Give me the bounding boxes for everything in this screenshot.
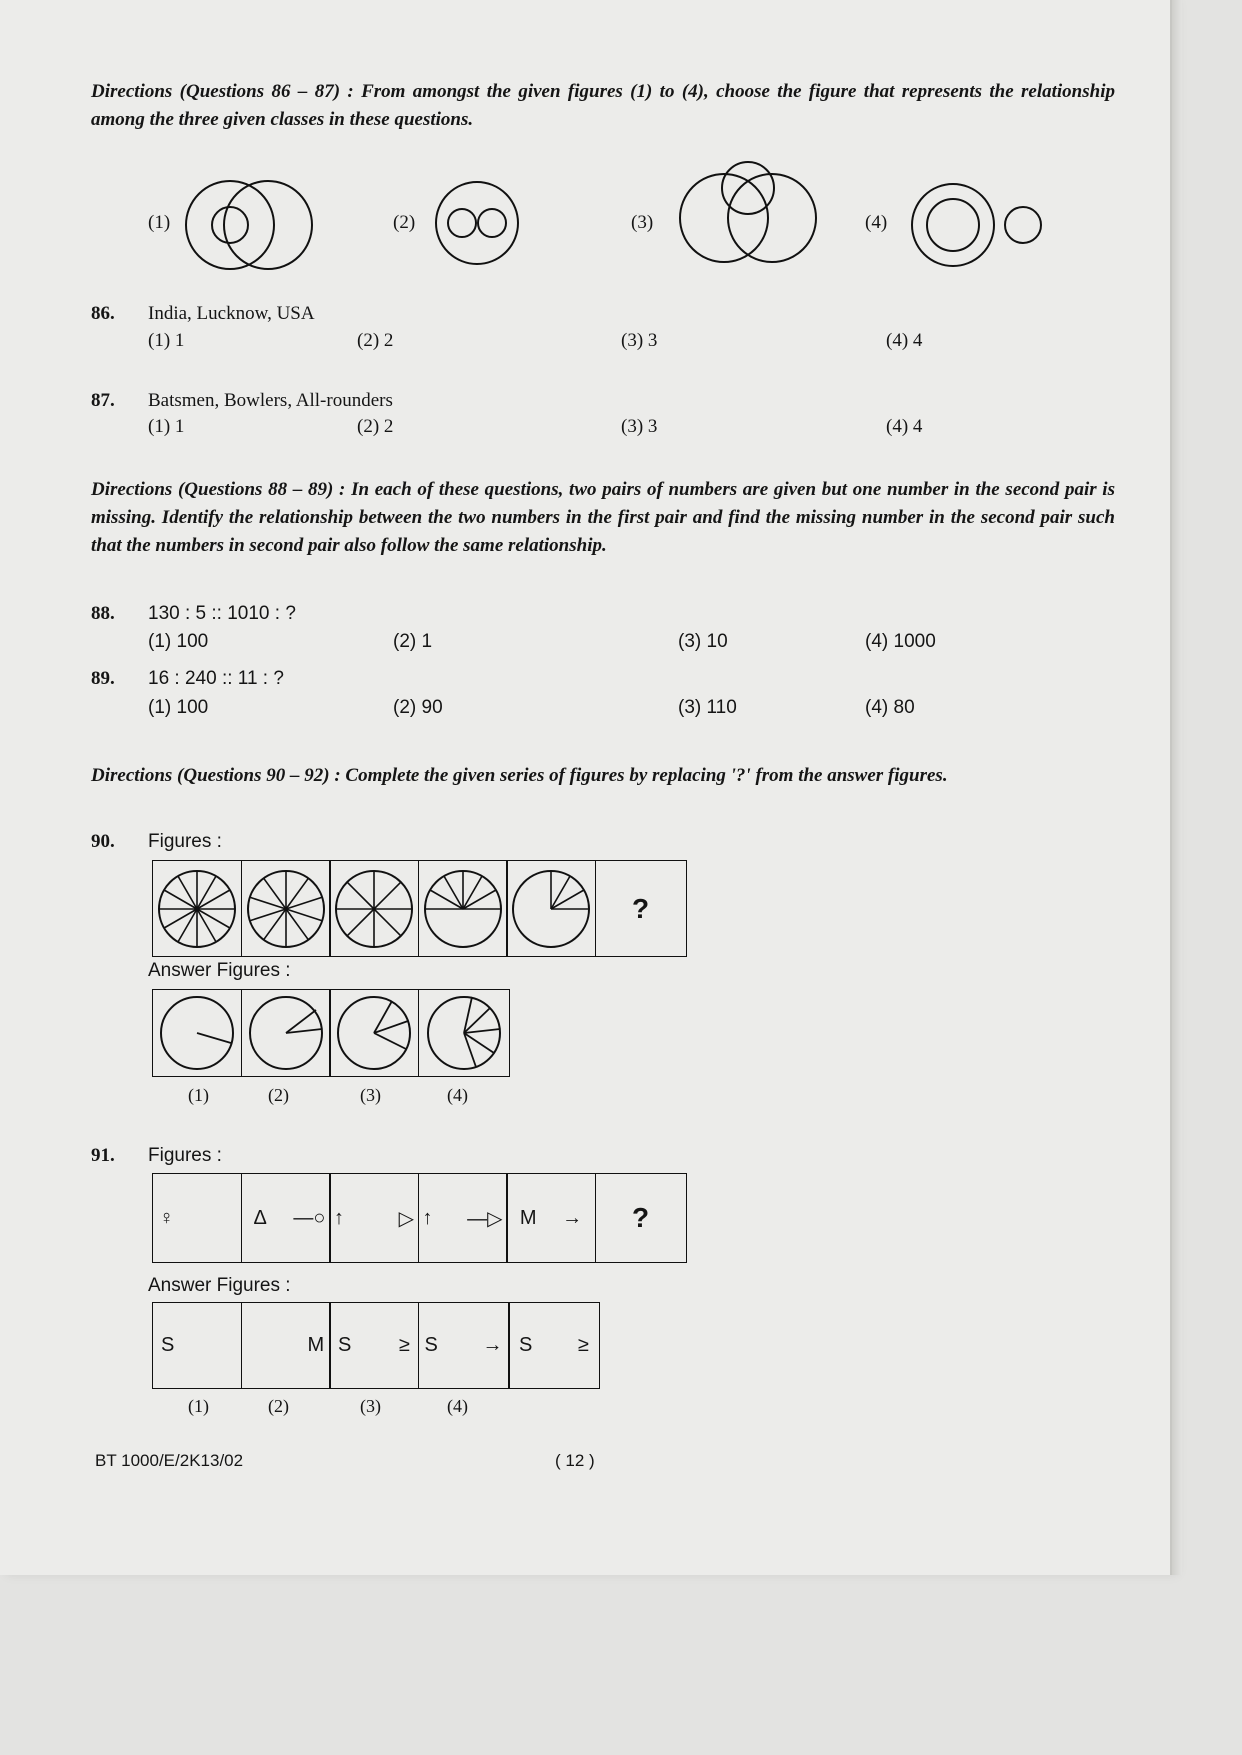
question-90-figures-label: Figures : <box>148 831 222 852</box>
question-88-text: 130 : 5 :: 1010 : ? <box>148 603 296 624</box>
q90-answer-4[interactable] <box>418 989 510 1077</box>
right-arrow-icon: → <box>482 1334 503 1356</box>
q91-figure-2 <box>241 1173 331 1263</box>
directions-lead: Directions (Questions 86 – 87) : <box>91 81 354 102</box>
question-90-answer-row <box>152 989 510 1077</box>
q90-figure-3 <box>329 860 419 957</box>
letter-s-icon: S <box>338 1334 352 1356</box>
right-triangle-icon: ▷ <box>398 1207 414 1230</box>
venn-option-4-label: (4) <box>865 212 888 233</box>
q91-figure-missing <box>595 1173 687 1263</box>
q91-answer-1-label: (1) <box>188 1396 209 1416</box>
q91-answer-3[interactable] <box>329 1302 419 1389</box>
question-86-text: India, Lucknow, USA <box>148 303 315 324</box>
question-91-number: 91. <box>91 1145 115 1166</box>
q91-answer-1[interactable] <box>152 1302 242 1389</box>
q90-figure-1 <box>152 860 242 957</box>
question-90-number: 90. <box>91 831 115 852</box>
directions-88-89 <box>91 476 1115 560</box>
q90-figure-2 <box>241 860 331 957</box>
footer-page-number: ( 12 ) <box>555 1451 595 1470</box>
question-89-option-1: (1) 100 <box>148 697 209 718</box>
greater-equal-icon: ≥ <box>578 1334 589 1356</box>
letter-s-icon: S <box>161 1334 175 1356</box>
venn-diagram-1 <box>180 175 320 275</box>
question-90-figure-row <box>152 860 687 957</box>
q91-figure-5 <box>506 1173 596 1263</box>
question-86-option-1: (1) 1 <box>148 330 185 351</box>
spoked-circle-icon <box>332 867 416 951</box>
question-87-number: 87. <box>91 390 115 411</box>
greater-equal-icon: ≥ <box>399 1334 410 1356</box>
q91-answer-4[interactable] <box>418 1302 510 1389</box>
q91-answer-2[interactable] <box>241 1302 331 1389</box>
spoked-circle-icon <box>509 867 593 951</box>
venn-diagram-2 <box>432 178 522 268</box>
q91-answer-5[interactable] <box>508 1302 600 1389</box>
spoked-circle-icon <box>244 867 328 951</box>
q91-answer-3-label: (3) <box>360 1396 381 1416</box>
venn-diagram-3 <box>678 160 818 280</box>
q90-answer-3-label: (3) <box>360 1085 381 1105</box>
question-91-figures-label: Figures : <box>148 1145 222 1166</box>
spoked-circle-icon <box>421 867 505 951</box>
question-86-option-2: (2) 2 <box>357 330 394 351</box>
q91-answer-2-label: (2) <box>268 1396 289 1416</box>
q90-answer-2[interactable] <box>241 989 331 1077</box>
answer-circle-icon <box>424 993 504 1073</box>
question-87-option-3: (3) 3 <box>621 416 658 437</box>
letter-m-icon: M <box>519 1206 537 1229</box>
female-symbol-icon: ♀ <box>159 1206 174 1229</box>
question-mark-icon: ? <box>631 1202 650 1233</box>
question-86-option-4: (4) 4 <box>886 330 923 351</box>
question-91-answer-row <box>152 1302 600 1389</box>
question-88-option-2: (2) 1 <box>393 631 433 652</box>
q90-figure-4 <box>418 860 508 957</box>
question-87-text: Batsmen, Bowlers, All-rounders <box>148 390 393 411</box>
question-89-option-2: (2) 90 <box>393 697 443 718</box>
question-86-option-3: (3) 3 <box>621 330 658 351</box>
venn-option-2-label: (2) <box>393 212 416 233</box>
directions-86-87 <box>91 78 1115 134</box>
letter-s-icon: S <box>519 1334 533 1356</box>
venn-diagram-4 <box>905 180 1045 270</box>
question-89-number: 89. <box>91 668 115 689</box>
q90-answer-1-label: (1) <box>188 1085 209 1105</box>
directions-text: In each of these questions, two pairs of numbers are given but one number in the second pair is missing. Identify the relationship between the two numbers in the first pair and find the missing number in the second pair such that the numbers in second pair also follow the same relationship. <box>91 479 1115 556</box>
q90-answer-1[interactable] <box>152 989 242 1077</box>
page-edge <box>1172 0 1182 1575</box>
answer-circle-icon <box>157 993 237 1073</box>
line-triangle-icon: —▷ <box>467 1207 503 1230</box>
right-arrow-icon: → <box>562 1206 583 1229</box>
question-91-answer-label: Answer Figures : <box>148 1275 291 1296</box>
question-88-number: 88. <box>91 603 115 624</box>
directions-90-92 <box>91 762 1115 790</box>
question-89-option-4: (4) 80 <box>865 697 915 718</box>
question-88-option-3: (3) 10 <box>678 631 728 652</box>
question-87-option-4: (4) 4 <box>886 416 923 437</box>
venn-option-3-label: (3) <box>631 212 654 233</box>
q91-figure-1 <box>152 1173 242 1263</box>
q90-answer-3[interactable] <box>329 989 419 1077</box>
answer-circle-icon <box>246 993 326 1073</box>
up-arrow-icon: ↑ <box>334 1206 344 1229</box>
up-arrow-icon: ↑ <box>422 1206 433 1229</box>
spoked-circle-icon <box>155 867 239 951</box>
question-88-option-1: (1) 100 <box>148 631 209 652</box>
directions-lead: Directions (Questions 88 – 89) : <box>91 479 346 500</box>
question-89-option-3: (3) 110 <box>678 697 737 718</box>
answer-circle-icon <box>334 993 414 1073</box>
question-91-figure-row <box>152 1173 687 1263</box>
q91-answer-4-label: (4) <box>447 1396 468 1416</box>
q90-answer-4-label: (4) <box>447 1085 468 1105</box>
q90-figure-5 <box>506 860 596 957</box>
question-mark-icon: ? <box>631 892 650 924</box>
directions-lead: Directions (Questions 90 – 92) : <box>91 765 341 786</box>
triangle-icon: Δ <box>253 1206 267 1229</box>
question-89-text: 16 : 240 :: 11 : ? <box>148 668 284 689</box>
venn-option-1-label: (1) <box>148 212 171 233</box>
q90-figure-missing <box>595 860 687 957</box>
q90-answer-2-label: (2) <box>268 1085 289 1105</box>
letter-s-icon: S <box>424 1334 438 1356</box>
letter-m-icon: M <box>307 1334 325 1356</box>
q91-figure-4 <box>418 1173 508 1263</box>
question-87-option-1: (1) 1 <box>148 416 185 437</box>
q91-figure-3 <box>329 1173 419 1263</box>
question-88-option-4: (4) 1000 <box>865 631 936 652</box>
question-90-answer-label: Answer Figures : <box>148 960 291 981</box>
directions-text: Complete the given series of figures by replacing '?' from the answer figures. <box>345 765 948 786</box>
question-87-option-2: (2) 2 <box>357 416 394 437</box>
directions-text: From amongst the given figures (1) to (4), choose the figure that represents the relationship among the three given classes in these questions. <box>91 81 1115 130</box>
line-circle-icon: —○ <box>293 1206 326 1229</box>
question-86-number: 86. <box>91 303 115 324</box>
footer-exam-code: BT 1000/E/2K13/02 <box>95 1451 244 1470</box>
